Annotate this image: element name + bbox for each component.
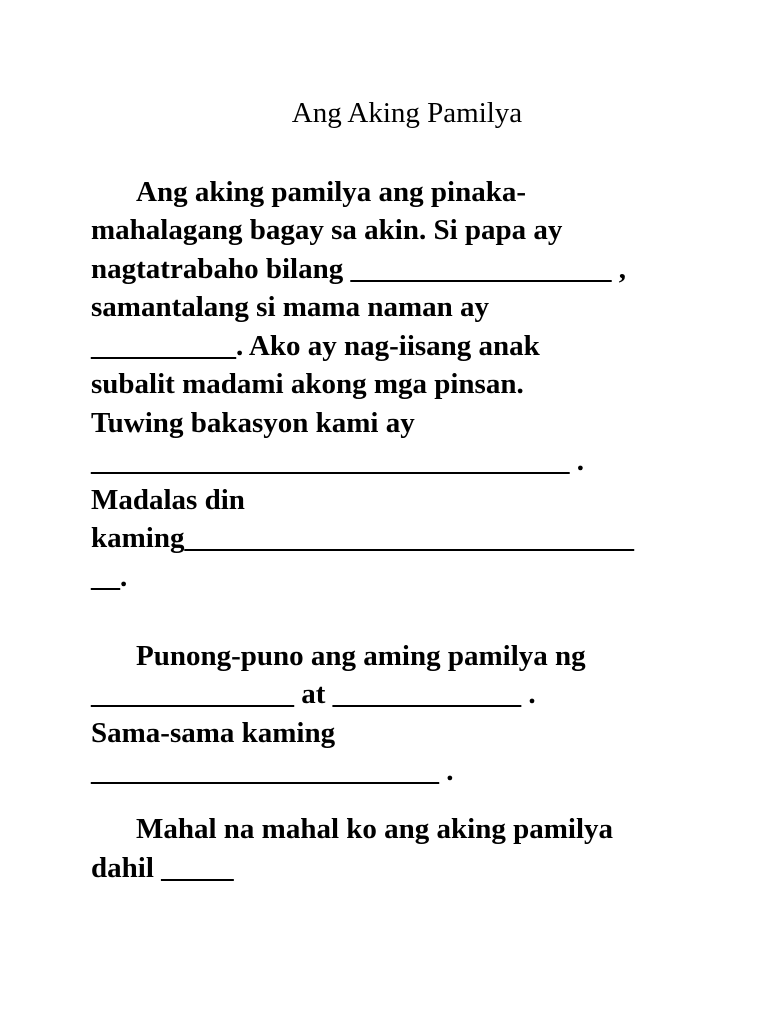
paragraph-1-line-4: samantalang si mama naman ay [91,291,489,323]
paragraph-3-line-1: Mahal na mahal ko ang aking pamilya [136,813,613,845]
paragraph-2-line-2: ______________ at _____________ . [91,678,536,710]
page-title: Ang Aking Pamilya [291,97,523,129]
paragraph-1-line-2: mahalagang bagay sa akin. Si papa ay [91,214,563,246]
paragraph-3-line-2: dahil _____ [91,852,234,884]
paragraph-1-line-1: Ang aking pamilya ang pinaka- [136,176,527,208]
paragraph-2-line-3: Sama-sama kaming [91,717,336,749]
paragraph-1-line-9: Madalas din [91,484,245,516]
paragraph-1-line-6: subalit madami akong mga pinsan. [91,368,524,400]
paragraph-2-line-4: ________________________ . [91,755,454,787]
paragraph-1-line-3: nagtatrabaho bilang __________________ , [91,253,626,285]
paragraph-2-line-1: Punong-puno ang aming pamilya ng [136,640,586,672]
paragraph-1-line-10: kaming_______________________________ [91,522,634,554]
paragraph-1-line-7: Tuwing bakasyon kami ay [91,407,415,439]
paragraph-1-line-8: _________________________________ . [91,445,584,477]
paragraph-1-line-5: __________. Ako ay nag-iisang anak [91,330,540,362]
paragraph-1-line-11: __. [91,561,128,593]
